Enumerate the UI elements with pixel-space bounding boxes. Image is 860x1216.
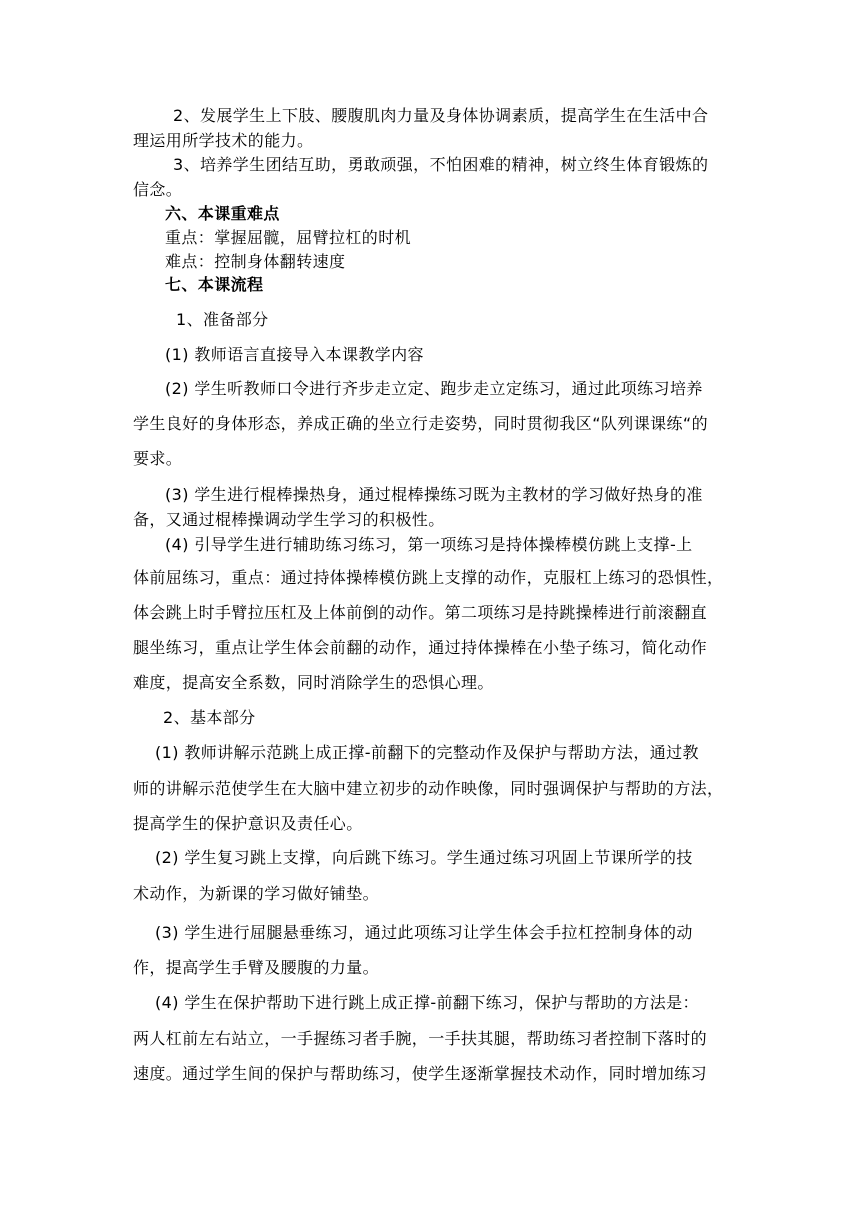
paragraph-text-line: 体会跳上时手臂拉压杠及上体前倒的动作。第二项练习是持跳操棒进行前滚翻直 <box>133 603 708 622</box>
paragraph-text-line: 体前屈练习，重点：通过持体操棒模仿跳上支撑的动作，克服杠上练习的恐惧性， <box>133 568 724 587</box>
paragraph-text-line: 2、发展学生上下肢、腰腹肌肉力量及身体协调素质，提高学生在生活中合 <box>173 106 709 125</box>
paragraph-text-line: 作，提高学生手臂及腰腹的力量。 <box>133 958 380 977</box>
paragraph-text-line: 腿坐练习，重点让学生体会前翻的动作，通过持体操棒在小垫子练习，简化动作 <box>133 638 708 657</box>
paragraph-text-line: 难点：控制身体翻转速度 <box>165 252 346 271</box>
paragraph-text-line: 速度。通过学生间的保护与帮助练习，使学生逐渐掌握技术动作，同时增加练习 <box>133 1064 708 1083</box>
paragraph-text-line: (3) 学生进行棍棒操热身，通过棍棒操练习既为主教材的学习做好热身的准 <box>165 485 703 504</box>
paragraph-text-line: (4) 引导学生进行辅助练习练习，第一项练习是持体操棒模仿跳上支撑-上 <box>165 535 693 554</box>
subsection-heading: 1、准备部分 <box>176 310 269 329</box>
paragraph-text-line: 信念。 <box>133 180 183 199</box>
paragraph-text-line: (1) 教师讲解示范跳上成正撑-前翻下的完整动作及保护与帮助方法，通过教 <box>155 743 699 762</box>
paragraph-text-line: (4) 学生在保护帮助下进行跳上成正撑-前翻下练习，保护与帮助的方法是： <box>155 993 699 1012</box>
section-heading: 六、本课重难点 <box>165 204 280 223</box>
paragraph-text-line: 学生良好的身体形态，养成正确的坐立行走姿势，同时贯彻我区“队列课课练“的 <box>133 414 708 433</box>
paragraph-text-line: 备，又通过棍棒操调动学生学习的积极性。 <box>133 510 445 529</box>
paragraph-text-line: 重点：掌握屈髋，屈臂拉杠的时机 <box>165 228 412 247</box>
paragraph-text-line: (2) 学生复习跳上支撑，向后跳下练习。学生通过练习巩固上节课所学的技 <box>155 848 693 867</box>
paragraph-text-line: 术动作，为新课的学习做好铺垫。 <box>133 884 380 903</box>
paragraph-text-line: 3、培养学生团结互助，勇敢顽强，不怕困难的精神，树立终生体育锻炼的 <box>173 155 709 174</box>
paragraph-text-line: (2) 学生听教师口令进行齐步走立定、跑步走立定练习，通过此项练习培养 <box>165 379 703 398</box>
subsection-heading: 2、基本部分 <box>163 708 256 727</box>
paragraph-text-line: 难度，提高安全系数，同时消除学生的恐惧心理。 <box>133 673 494 692</box>
paragraph-text-line: 师的讲解示范使学生在大脑中建立初步的动作映像，同时强调保护与帮助的方法， <box>133 779 724 798</box>
paragraph-text-line: 提高学生的保护意识及责任心。 <box>133 814 363 833</box>
paragraph-text-line: 两人杠前左右站立，一手握练习者手腕，一手扶其腿，帮助练习者控制下落时的 <box>133 1029 708 1048</box>
section-heading: 七、本课流程 <box>165 275 264 294</box>
paragraph-text-line: (3) 学生进行屈腿悬垂练习，通过此项练习让学生体会手拉杠控制身体的动 <box>155 923 693 942</box>
paragraph-text-line: 要求。 <box>133 449 183 468</box>
paragraph-text-line: 理运用所学技术的能力。 <box>133 131 314 150</box>
paragraph-text-line: (1) 教师语言直接导入本课教学内容 <box>165 345 424 364</box>
